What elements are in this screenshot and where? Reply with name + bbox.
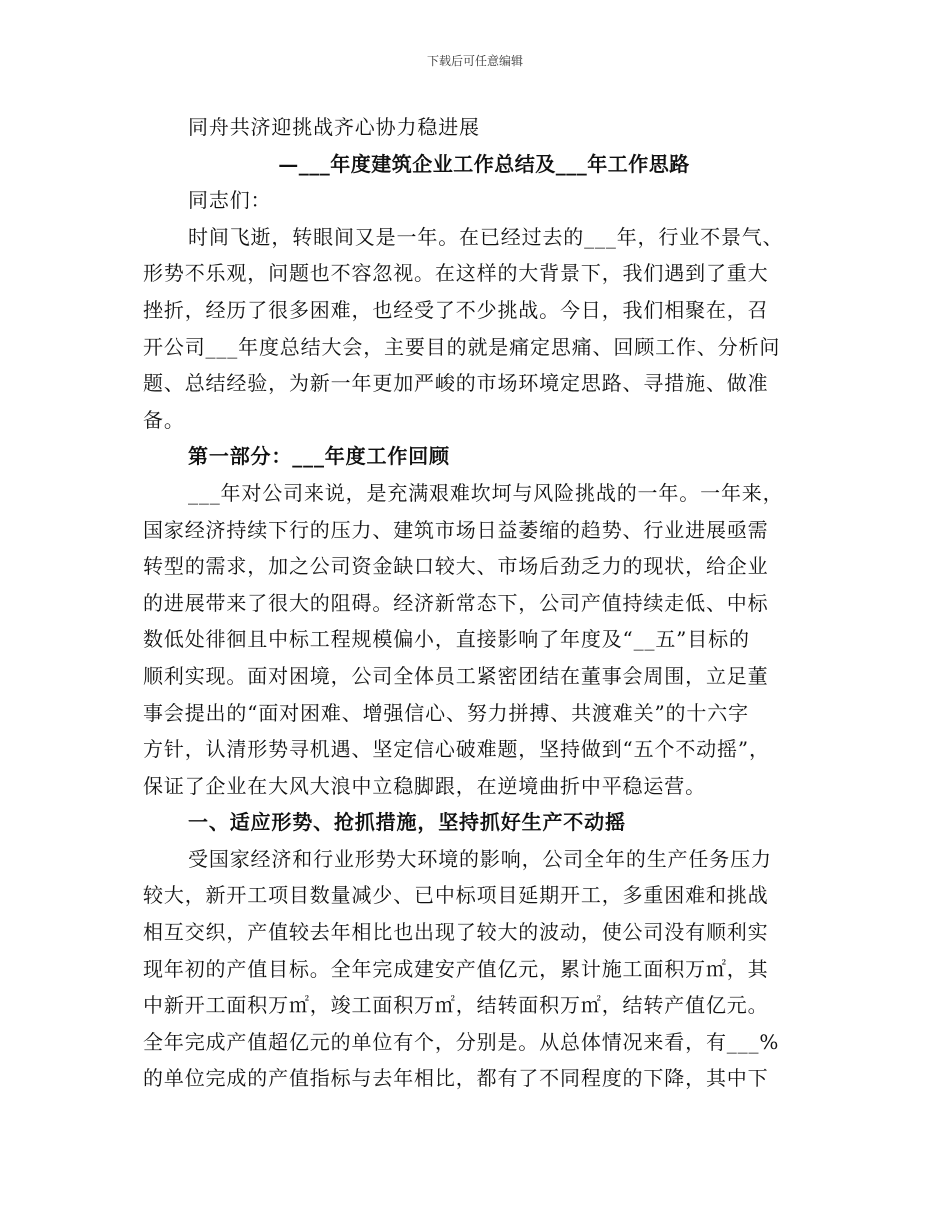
paragraph-line: 的单位完成的产值指标与去年相比，都有了不同程度的下降，其中下	[143, 1066, 769, 1091]
paragraph-line: 相互交织，产值较去年相比也出现了较大的波动，使公司没有顺利实	[143, 920, 769, 945]
page-header: 下载后可任意编辑	[426, 54, 523, 68]
section-heading: 第一部分：___年度工作回顾	[188, 444, 450, 469]
paragraph-line: 的进展带来了很大的阻碍。经济新常态下，公司产值持续走低、中标	[143, 590, 769, 615]
paragraph-line: 方针，认清形势寻机遇、坚定信心破难题，坚持做到“五个不动摇”，	[143, 737, 770, 762]
document-title: 同舟共济迎挑战齐心协力稳进展	[188, 115, 480, 139]
paragraph-line: 转型的需求，加之公司资金缺口较大、市场后劲乏力的现状，给企业	[143, 554, 769, 579]
paragraph-line: 备。	[143, 407, 185, 432]
paragraph-line: 顺利实现。面对困境，公司全体员工紧密团结在董事会周围，立足董	[143, 663, 769, 688]
paragraph-line: 事会提出的“面对困难、增强信心、努力拼搏、共渡难关”的十六字	[143, 700, 749, 725]
subsection-heading: 一、适应形势、抢抓措施，坚持抓好生产不动摇	[188, 810, 626, 835]
document-subtitle: —___年度建筑企业工作总结及___年工作思路	[278, 151, 690, 176]
paragraph-line: 受国家经济和行业形势大环境的影响，公司全年的生产任务压力	[188, 846, 772, 871]
paragraph-line: 中新开工面积万㎡，竣工面积万㎡，结转面积万㎡，结转产值亿元。	[143, 993, 769, 1018]
paragraph-line: 保证了企业在大风大浪中立稳脚跟，在逆境曲折中平稳运营。	[143, 773, 706, 798]
paragraph-line: ___年对公司来说，是充满艰难坎坷与风险挑战的一年。一年来，	[188, 480, 784, 505]
paragraph-line: 挫折，经历了很多困难，也经受了不少挑战。今日，我们相聚在，召	[143, 297, 769, 322]
paragraph-line: 较大，新开工项目数量减少、已中标项目延期开工，多重困难和挑战	[143, 883, 769, 908]
paragraph-line: 全年完成产值超亿元的单位有个，分别是。从总体情况来看，有___%	[143, 1029, 780, 1054]
paragraph-line: 数低处徘徊且中标工程规模偏小，直接影响了年度及“__五”目标的	[143, 627, 750, 652]
paragraph-line: 题、总结经验，为新一年更加严峻的市场环境定思路、寻措施、做准	[143, 371, 769, 396]
document-body	[143, 109, 825, 1097]
paragraph-line: 时间飞逝，转眼间又是一年。在已经过去的___年，行业不景气、	[188, 224, 784, 249]
paragraph-line: 形势不乐观，问题也不容忽视。在这样的大背景下，我们遇到了重大	[143, 261, 769, 286]
paragraph-line: 现年初的产值目标。全年完成建安产值亿元，累计施工面积万㎡，其	[143, 956, 769, 981]
greeting: 同志们：	[188, 188, 272, 213]
paragraph-line: 开公司___年度总结大会，主要目的就是痛定思痛、回顾工作、分析问	[143, 334, 781, 359]
paragraph-line: 国家经济持续下行的压力、建筑市场日益萎缩的趋势、行业进展亟需	[143, 517, 769, 542]
